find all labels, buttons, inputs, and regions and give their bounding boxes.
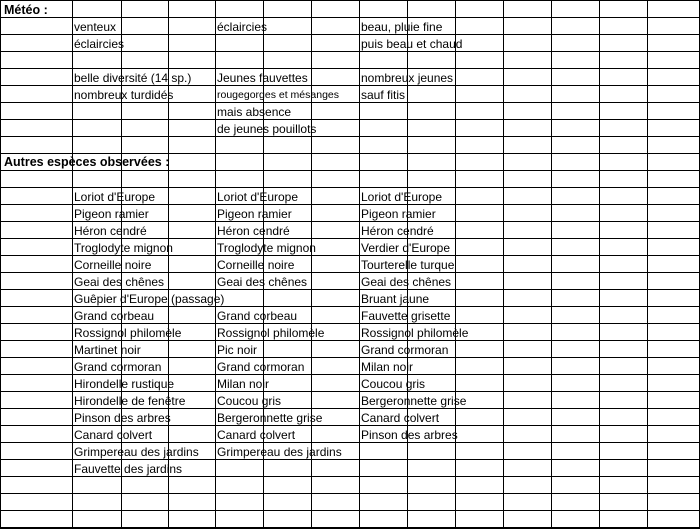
species-cell: Geai des chênes	[217, 275, 308, 289]
species-cell: Geai des chênes	[361, 275, 452, 289]
species-cell: Rossignol philomèle	[361, 326, 469, 340]
species-cell: Guêpier d'Europe (passage)	[74, 292, 225, 306]
species-cell: Canard colvert	[217, 428, 296, 442]
species-cell: Fauvette grisette	[361, 309, 451, 323]
species-cell: Coucou gris	[361, 377, 426, 391]
grid-column-line	[503, 0, 504, 529]
species-cell: Hirondelle de fenêtre	[74, 394, 186, 408]
species-cell: Geai des chênes	[74, 275, 165, 289]
species-cell: Corneille noire	[74, 258, 152, 272]
species-heading: Autres espèces observées :	[4, 155, 170, 169]
species-cell: Loriot d'Europe	[361, 190, 443, 204]
species-cell: Troglodyte mignon	[74, 241, 173, 255]
species-cell: Grimpereau des jardins	[74, 445, 199, 459]
note-cell: nombreux turdidés	[74, 88, 174, 102]
species-cell: Héron cendré	[74, 224, 147, 238]
grid-column-line	[359, 0, 360, 529]
grid-row-line	[0, 493, 700, 494]
species-cell: Bergeronnette grise	[217, 411, 323, 425]
meteo-heading: Météo :	[4, 3, 48, 17]
grid-column-line	[551, 0, 552, 529]
species-cell: Tourterelle turque	[361, 258, 455, 272]
species-cell: Bergeronnette grise	[361, 394, 467, 408]
species-cell: Coucou gris	[217, 394, 282, 408]
grid-row-line	[0, 119, 700, 120]
species-cell: Pigeon ramier	[361, 207, 436, 221]
species-cell: Pinson des arbres	[74, 411, 171, 425]
species-cell: Milan noir	[217, 377, 270, 391]
grid-row-line	[0, 187, 700, 188]
grid-column-line	[455, 0, 456, 529]
grid-column-line	[647, 0, 648, 529]
species-cell: Canard colvert	[361, 411, 440, 425]
note-cell: de jeunes pouillots	[217, 122, 317, 136]
meteo-cell: beau, pluie fine	[361, 20, 443, 34]
species-cell: Pigeon ramier	[74, 207, 149, 221]
grid-column-line	[0, 0, 1, 529]
grid-row-line	[0, 68, 700, 69]
species-cell: Hirondelle rustique	[74, 377, 175, 391]
grid-row-line	[0, 17, 700, 18]
species-cell: Martinet noir	[74, 343, 141, 357]
meteo-cell: venteux	[74, 20, 117, 34]
species-cell: Héron cendré	[361, 224, 434, 238]
species-cell: Héron cendré	[217, 224, 290, 238]
species-cell: Grimpereau des jardins	[217, 445, 342, 459]
note-cell: rougegorges et mésanges	[217, 89, 339, 101]
note-cell: Jeunes fauvettes	[217, 71, 308, 85]
meteo-cell: éclaircies	[217, 20, 268, 34]
grid-column-line	[215, 0, 216, 529]
species-cell: Rossignol philomèle	[74, 326, 182, 340]
grid-row-line	[0, 510, 700, 511]
species-cell: Pic noir	[217, 343, 258, 357]
note-cell: belle diversité (14 sp.)	[74, 71, 192, 85]
species-cell: Loriot d'Europe	[217, 190, 299, 204]
species-cell: Bruant jaune	[361, 292, 430, 306]
species-cell: Verdier d'Europe	[361, 241, 451, 255]
species-cell: Grand cormoran	[361, 343, 449, 357]
note-cell: nombreux jeunes	[361, 71, 454, 85]
meteo-cell: éclaircies	[74, 37, 125, 51]
species-cell: Troglodyte mignon	[217, 241, 316, 255]
species-cell: Rossignol philomèle	[217, 326, 325, 340]
species-cell: Corneille noire	[217, 258, 295, 272]
species-cell: Grand corbeau	[74, 309, 155, 323]
species-cell: Pinson des arbres	[361, 428, 458, 442]
note-cell: sauf fitis	[361, 88, 406, 102]
species-cell: Loriot d'Europe	[74, 190, 156, 204]
grid-column-line	[72, 0, 73, 529]
species-cell: Fauvette des jardins	[74, 462, 183, 476]
species-cell: Milan noir	[361, 360, 414, 374]
species-cell: Pigeon ramier	[217, 207, 292, 221]
species-cell: Grand corbeau	[217, 309, 298, 323]
species-cell: Canard colvert	[74, 428, 153, 442]
species-cell: Grand cormoran	[74, 360, 162, 374]
species-cell: Grand cormoran	[217, 360, 305, 374]
grid-row-line	[0, 0, 700, 1]
grid-row-line	[0, 136, 700, 137]
note-cell: mais absence	[217, 105, 292, 119]
grid-column-line	[599, 0, 600, 529]
meteo-cell: puis beau et chaud	[361, 37, 463, 51]
